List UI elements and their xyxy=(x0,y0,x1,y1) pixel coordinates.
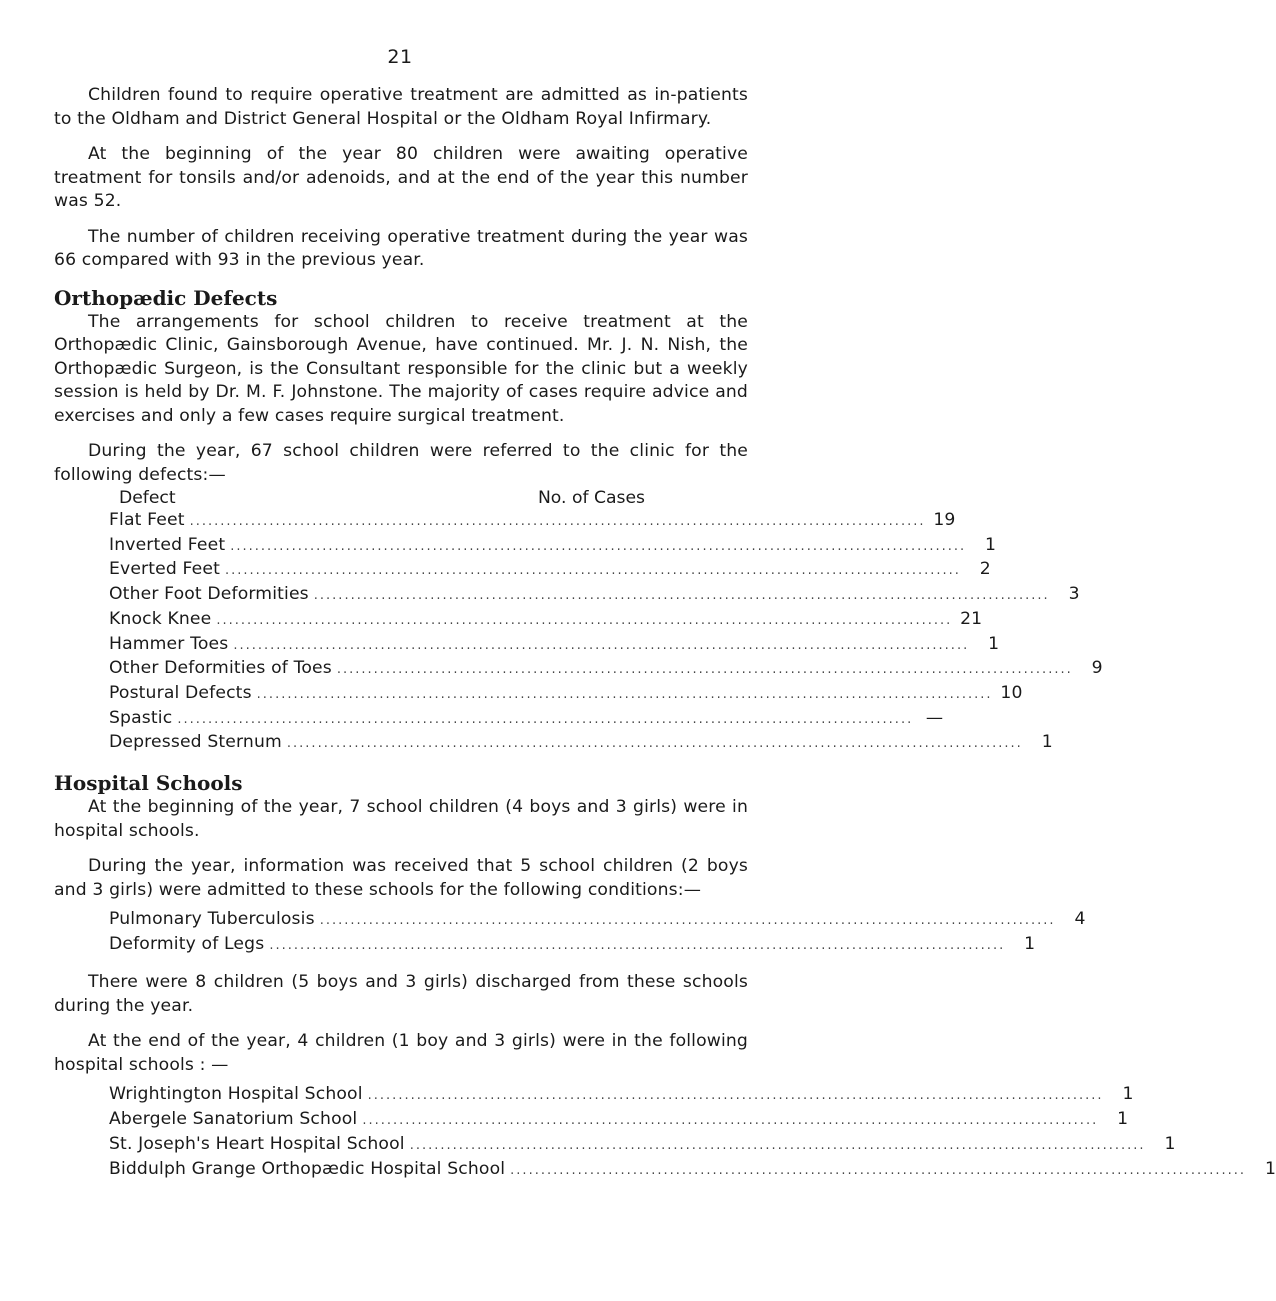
dot-leader: ........................................................................................................................ xyxy=(233,637,970,653)
orthopaedic-paragraph-1: The arrangements for school children to receive treatment at the Orthopædic Clinic, Gainsborough Avenue, have continued. Mr. J. N. Nish, the Orthopædic Surgeon, is the Consultant responsible for the clinic but a weekly session is held by Dr. M. F. Johnstone. The majority of cases require advice and exercises and only a few cases require surgical treatment. xyxy=(54,311,748,426)
dot-leader: ........................................................................................................................ xyxy=(216,612,953,628)
defects-table-body xyxy=(109,509,1103,756)
defect-row-label: Inverted Feet xyxy=(109,534,226,555)
hospital-heading: Hospital Schools xyxy=(54,771,243,796)
dot-leader: ........................................................................................................................ xyxy=(269,937,1006,953)
orthopaedic-heading: Orthopædic Defects xyxy=(54,285,278,310)
schools-list xyxy=(109,1083,1276,1182)
school-row-label: Wrightington Hospital School xyxy=(109,1084,363,1105)
dot-leader: ........................................................................................................................ xyxy=(286,736,1023,752)
defect-row xyxy=(109,534,997,559)
cases-column-header: No. of Cases xyxy=(537,488,645,508)
page-content xyxy=(54,84,1276,1196)
dot-leader: ........................................................................................................................ xyxy=(189,514,926,529)
defects-table xyxy=(109,487,1103,756)
defect-row xyxy=(109,608,983,633)
orthopaedic-paragraph-2: During the year, 67 school children were referred to the clinic for the following defects:— xyxy=(54,441,748,485)
hospital-paragraph-4: At the end of the year, 4 children (1 boy and 3 girls) were in the following hospital schools : — xyxy=(54,1031,748,1075)
condition-row-label: Deformity of Legs xyxy=(109,933,265,954)
defect-row xyxy=(109,657,1103,682)
page-number: 21 xyxy=(387,46,413,68)
defect-column-header: Defect xyxy=(119,488,176,508)
dot-leader: ........................................................................................................................ xyxy=(256,686,993,702)
intro-paragraph-1: Children found to require operative treatment are admitted as in-patients to the Oldham and District General Hospital or the Oldham Royal Infirmary. xyxy=(54,85,748,129)
dot-leader: ........................................................................................................................ xyxy=(362,1113,1099,1129)
school-row xyxy=(109,1108,1129,1133)
school-row-label: St. Joseph's Heart Hospital School xyxy=(109,1133,405,1154)
dot-leader: ........................................................................................................................ xyxy=(225,563,961,579)
dot-leader: ........................................................................................................................ xyxy=(230,538,967,554)
defect-row-label: Spastic xyxy=(109,707,173,728)
school-row xyxy=(109,1133,1176,1158)
defect-row-value: 1 xyxy=(1041,732,1053,753)
intro-paragraph-2: At the beginning of the year 80 children were awaiting operative treatment for tonsils and/or adenoids, and at the end of the year this number was 52. xyxy=(54,144,748,211)
defect-row-label: Other Foot Deformities xyxy=(109,584,309,605)
intro-paragraph-3: The number of children receiving operative treatment during the year was 66 compared with 93 in the previous year. xyxy=(54,226,748,270)
defect-row xyxy=(109,583,1080,608)
defects-table-header xyxy=(109,487,645,509)
school-row-value: 1 xyxy=(1264,1158,1276,1179)
school-row xyxy=(109,1083,1134,1108)
condition-row xyxy=(109,933,1036,958)
defect-row-value: 19 xyxy=(933,510,956,530)
school-row-label: Abergele Sanatorium School xyxy=(109,1109,358,1130)
condition-row-value: 4 xyxy=(1074,909,1086,930)
defect-row xyxy=(109,707,944,732)
condition-row-value: 1 xyxy=(1024,933,1036,954)
hospital-paragraph-3: There were 8 children (5 boys and 3 girls) discharged from these schools during the year. xyxy=(54,972,748,1016)
defect-row-label: Flat Feet xyxy=(109,510,185,530)
dot-leader: ........................................................................................................................ xyxy=(510,1162,1247,1178)
defect-row-label: Other Deformities of Toes xyxy=(109,658,332,679)
defect-row xyxy=(109,731,1053,756)
school-row-label: Biddulph Grange Orthopædic Hospital School xyxy=(109,1158,506,1179)
defect-row-value: — xyxy=(925,707,944,728)
defect-row-label: Depressed Sternum xyxy=(109,732,282,753)
condition-row xyxy=(109,908,1086,933)
defect-row-label: Postural Defects xyxy=(109,682,252,703)
defect-row-value: 21 xyxy=(960,608,983,629)
defect-row-label: Everted Feet xyxy=(109,559,220,580)
defect-row-value: 9 xyxy=(1091,658,1103,679)
dot-leader: ........................................................................................................................ xyxy=(177,711,914,727)
defect-row-value: 3 xyxy=(1068,584,1080,605)
school-row-value: 1 xyxy=(1122,1084,1134,1105)
school-row xyxy=(109,1158,1276,1183)
defect-row-value: 2 xyxy=(979,559,991,580)
dot-leader: ........................................................................................................................ xyxy=(319,913,1056,929)
defect-row xyxy=(109,558,991,583)
defect-row xyxy=(109,509,956,534)
defect-row-label: Knock Knee xyxy=(109,608,212,629)
dot-leader: ........................................................................................................................ xyxy=(336,662,1073,678)
defect-row-value: 1 xyxy=(988,633,1000,654)
condition-row-label: Pulmonary Tuberculosis xyxy=(109,909,315,930)
dot-leader: ........................................................................................................................ xyxy=(409,1137,1146,1153)
dot-leader: ........................................................................................................................ xyxy=(367,1088,1104,1104)
defect-row-value: 10 xyxy=(1000,682,1023,703)
defect-row xyxy=(109,633,1000,658)
defect-row xyxy=(109,682,1023,707)
defect-row-value: 1 xyxy=(985,534,997,555)
hospital-paragraph-2: During the year, information was received that 5 school children (2 boys and 3 girls) were admitted to these schools for the following conditions:— xyxy=(54,856,748,900)
defect-row-label: Hammer Toes xyxy=(109,633,229,654)
conditions-list xyxy=(109,908,1086,957)
hospital-paragraph-1: At the beginning of the year, 7 school children (4 boys and 3 girls) were in hospital schools. xyxy=(54,797,748,841)
school-row-value: 1 xyxy=(1164,1133,1176,1154)
dot-leader: ........................................................................................................................ xyxy=(313,588,1050,604)
school-row-value: 1 xyxy=(1117,1109,1129,1130)
